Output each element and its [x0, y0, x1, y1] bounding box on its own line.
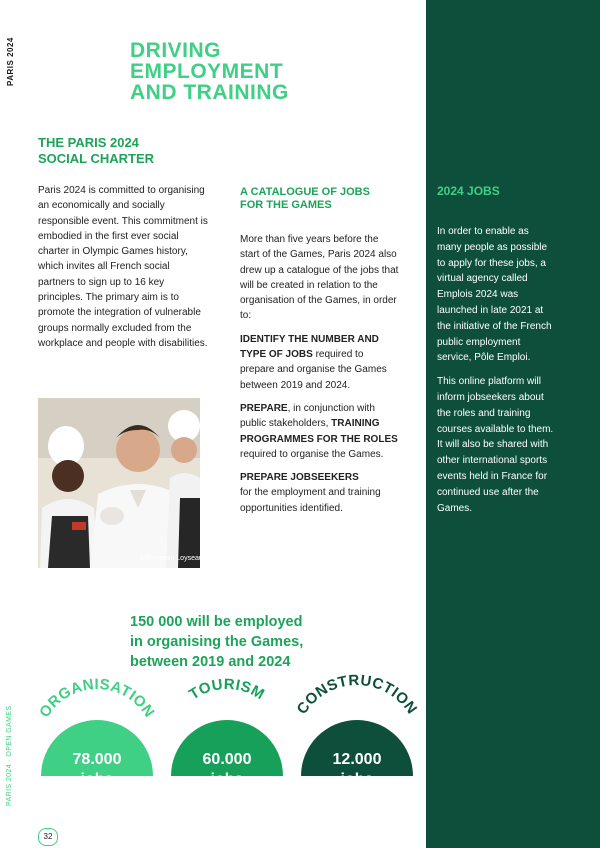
tourism-number: 60.000 — [202, 751, 252, 768]
charter-heading-line-1: THE PARIS 2024 — [38, 135, 139, 150]
jobs-para-1: In order to enable as many people as possible to apply for these jobs, a virtual agency called Emplois 2024 was launched in late 2021 at the initiative of the French public employment service, Pôle Emploi. — [437, 226, 552, 364]
catalogue-heading-line-2: FOR THE GAMES — [240, 199, 332, 211]
construction-unit: jobs — [340, 771, 374, 788]
side-label-top: PARIS 2024 — [6, 37, 15, 86]
stats-heading — [130, 612, 350, 672]
jobs-heading: 2024 JOBS — [437, 184, 500, 198]
charter-body: Paris 2024 is committed to organising an economically and socially responsible event. This commitment is embodied in the first ever social charter in Olympic Games history, which invites all French social partners to sign up to 16 key principles. The primary aim is to promote the integration of vulnerable groups normally excluded from the workplace and people with disabilities. — [38, 185, 208, 349]
construction-value — [301, 750, 413, 790]
title-line-1: DRIVING — [130, 39, 222, 62]
photo-credit: ©Benjamin Loyseau — [140, 555, 203, 562]
tourism-value — [171, 750, 283, 790]
stats-heading-line-2: in organising the Games, — [130, 634, 304, 650]
organisation-value — [41, 750, 153, 790]
catalogue-body — [240, 232, 400, 524]
side-label-bottom: PARIS 2024 · OPEN GAMES — [6, 705, 13, 806]
tourism-unit: jobs — [210, 771, 244, 788]
catalogue-item-3: PREPARE JOBSEEKERS for the employment and training opportunities identified. — [240, 472, 381, 514]
jobs-para-2: This online platform will inform jobseekers about the roles and training courses available to them. It will also be shared with other international sports events held in France for continued use after the Games. — [437, 376, 554, 514]
organisation-label: ORGANISATION — [36, 675, 158, 721]
catalogue-heading-line-1: A CATALOGUE OF JOBS — [240, 186, 370, 198]
photo-illustration — [38, 398, 200, 568]
chefs-photo — [38, 398, 200, 568]
catalogue-item-2: PREPARE, in conjunction with public stakeholders, TRAINING PROGRAMMES FOR THE ROLES required to organise the Games. — [240, 402, 398, 460]
catalogue-intro: More than five years before the start of the Games, Paris 2024 also drew up a catalogue of the jobs that will be created in relation to the organisation of the Games, in order to: — [240, 234, 399, 322]
construction-number: 12.000 — [332, 751, 382, 768]
charter-heading — [38, 135, 218, 167]
jobs-body — [437, 224, 555, 524]
catalogue-item-1: IDENTIFY THE NUMBER AND TYPE OF JOBS required to prepare and organise the Games between 2019 and 2024. — [240, 333, 387, 391]
title-line-3: AND TRAINING — [130, 81, 289, 104]
page-number: 32 — [38, 828, 58, 846]
page-title — [130, 40, 390, 103]
stats-heading-line-3: between 2019 and 2024 — [130, 654, 291, 670]
charter-heading-line-2: SOCIAL CHARTER — [38, 151, 155, 166]
construction-label: CONSTRUCTION — [293, 671, 421, 718]
stats-heading-line-1: 150 000 will be employed — [130, 614, 303, 630]
organisation-number: 78.000 — [72, 751, 122, 768]
organisation-unit: jobs — [80, 771, 114, 788]
catalogue-heading — [240, 186, 410, 212]
tourism-label: TOURISM — [186, 675, 268, 704]
title-line-2: EMPLOYMENT — [130, 60, 284, 83]
